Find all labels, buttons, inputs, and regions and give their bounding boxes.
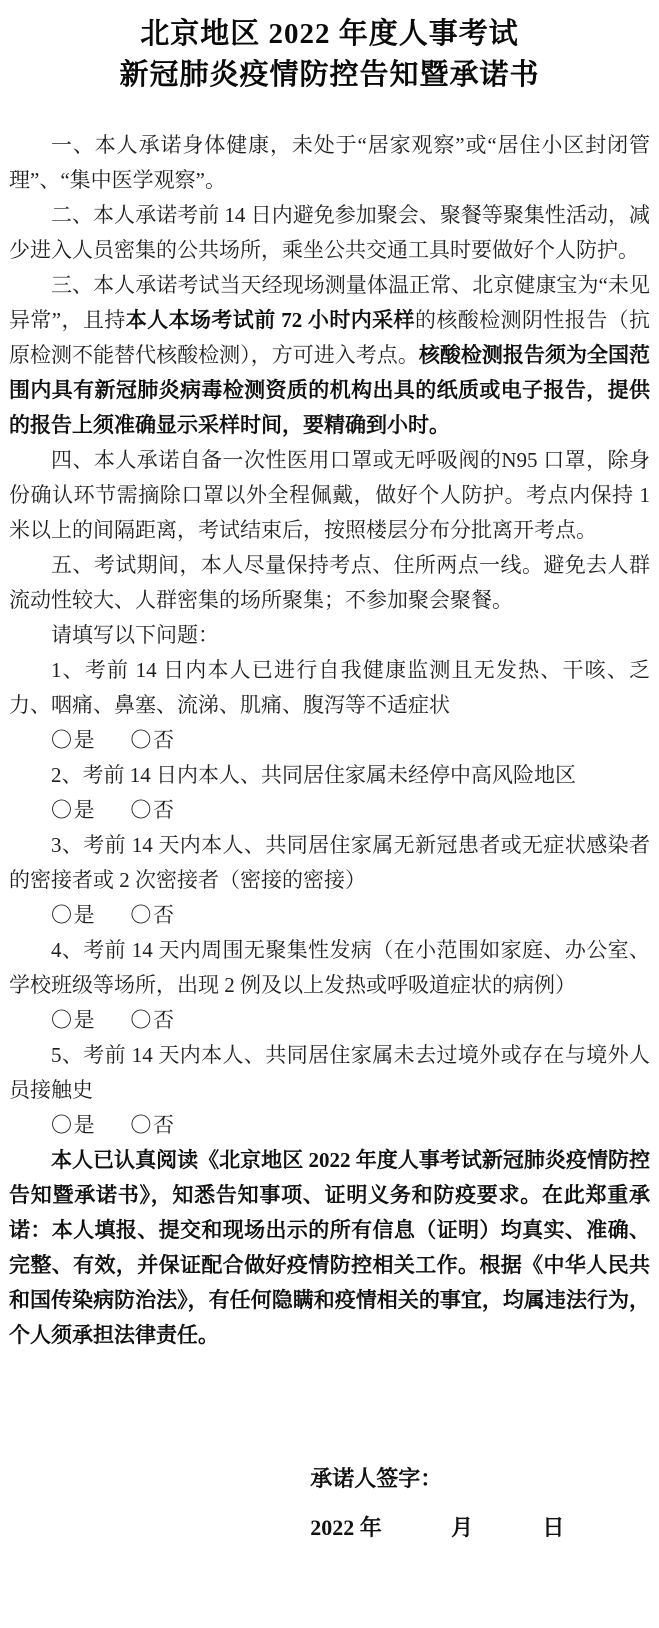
radio-circle-icon[interactable]: 〇 — [130, 903, 152, 927]
radio-circle-icon[interactable]: 〇 — [130, 1008, 152, 1032]
option-yes-q3[interactable] — [51, 898, 95, 933]
option-no-label: 否 — [153, 798, 175, 822]
question-options-1 — [9, 723, 650, 758]
paragraph-text: 请填写以下问题： — [51, 623, 219, 647]
radio-circle-icon[interactable]: 〇 — [51, 1008, 72, 1032]
paragraph-text: 五、考试期间，本人尽量保持考点、住所两点一线。避免去人群流动性较大、人群密集的场所聚集；不参加聚会聚餐。 — [9, 553, 650, 612]
paragraph-section — [9, 128, 650, 653]
paragraph — [9, 443, 650, 548]
option-yes-q1[interactable] — [51, 723, 95, 758]
paragraph-text: 四、本人承诺自备一次性医用口罩或无呼吸阀的N95 口罩，除身份确认环节需摘除口罩以外全程佩戴，做好个人防护。考点内保持 1 米以上的间隔距离，考试结束后，按照楼层分布分批离开考点。 — [9, 448, 650, 542]
option-yes-label: 是 — [73, 903, 95, 927]
paragraph — [9, 268, 650, 443]
question-options-3 — [9, 898, 650, 933]
radio-circle-icon[interactable]: 〇 — [51, 798, 72, 822]
option-no-q4[interactable] — [130, 1003, 174, 1038]
signature-year: 2022 年 — [310, 1515, 382, 1540]
question-section — [9, 653, 650, 1143]
option-no-label: 否 — [153, 1113, 175, 1137]
radio-circle-icon[interactable]: 〇 — [130, 1113, 152, 1137]
option-yes-label: 是 — [73, 1008, 95, 1032]
document-title — [9, 14, 650, 96]
title-line-1: 北京地区 2022 年度人事考试 — [140, 18, 519, 50]
signature-month: 月 — [451, 1515, 474, 1540]
paragraph — [9, 198, 650, 268]
paragraph — [9, 548, 650, 618]
closing-commitment-paragraph: 本人已认真阅读《北京地区 2022 年度人事考试新冠肺炎疫情防控告知暨承诺书》，知悉告知事项、证明义务和防疫要求。在此郑重承诺：本人填报、提交和现场出示的所有信息（证明）均真实、准确、完整、有效，并保证配合做好疫情防控相关工作。根据《中华人民共和国传染病防治法》，有任何隐瞒和疫情相关的事宜，均属违法行为，个人须承担法律责任。 — [9, 1148, 650, 1347]
option-yes-label: 是 — [73, 1113, 95, 1137]
option-yes-q5[interactable] — [51, 1108, 95, 1143]
option-no-label: 否 — [153, 728, 175, 752]
radio-circle-icon[interactable]: 〇 — [51, 903, 72, 927]
option-yes-label: 是 — [73, 798, 95, 822]
radio-circle-icon[interactable]: 〇 — [130, 728, 152, 752]
title-line-2: 新冠肺炎疫情防控告知暨承诺书 — [119, 59, 540, 91]
signature-day: 日 — [542, 1515, 565, 1540]
question-text-4: 4、考前 14 天内周围无聚集性发病（在小范围如家庭、办公室、学校班级等场所，出现 2 例及以上发热或呼吸道症状的病例） — [9, 938, 650, 997]
option-no-q5[interactable] — [130, 1108, 174, 1143]
question-text-2: 2、考前 14 日内本人、共同居住家属未经停中高风险地区 — [51, 763, 576, 787]
radio-circle-icon[interactable]: 〇 — [51, 728, 72, 752]
question-text-5: 5、考前 14 天内本人、共同居住家属未去过境外或存在与境外人员接触史 — [9, 1043, 650, 1102]
paragraph-text: 三、本人承诺考试当天经现场测量体温正常、北京健康宝为“未见异常”，且持 — [9, 273, 650, 332]
paragraph-bold-text: 核酸检测报告须为全国范围内具有新冠肺炎病毒检测资质的机构出具的纸质或电子报告，提供的报告上须准确显示采样时间，要精确到小时。 — [9, 343, 651, 437]
option-yes-label: 是 — [73, 728, 95, 752]
option-yes-q4[interactable] — [51, 1003, 95, 1038]
option-no-q2[interactable] — [130, 793, 174, 828]
signature-block — [9, 1461, 650, 1545]
question-options-2 — [9, 793, 650, 828]
option-no-q3[interactable] — [130, 898, 174, 933]
paragraph-bold-text: 本人本场考试前 72 小时内采样 — [125, 308, 415, 332]
paragraph — [9, 128, 650, 198]
radio-circle-icon[interactable]: 〇 — [130, 798, 152, 822]
signature-date-line — [310, 1510, 650, 1545]
paragraph-text: 一、本人承诺身体健康，未处于“居家观察”或“居住小区封闭管理”、“集中医学观察”。 — [9, 133, 650, 192]
question-options-5 — [9, 1108, 650, 1143]
paragraph — [9, 618, 650, 653]
paragraph-text: 的核酸检测阴性报告（抗原检测不能替代核酸检测），方可进入考点。 — [9, 308, 651, 367]
question-text-1: 1、考前 14 日内本人已进行自我健康监测且无发热、干咳、乏力、咽痛、鼻塞、流涕、肌痛、腹泻等不适症状 — [9, 658, 650, 717]
option-no-label: 否 — [153, 1008, 175, 1032]
question-text-3: 3、考前 14 天内本人、共同居住家属无新冠患者或无症状感染者的密接者或 2 次密接者（密接的密接） — [9, 833, 650, 892]
signature-label: 承诺人签字： — [310, 1466, 443, 1491]
radio-circle-icon[interactable]: 〇 — [51, 1113, 72, 1137]
option-no-label: 否 — [153, 903, 175, 927]
option-yes-q2[interactable] — [51, 793, 95, 828]
document-body — [9, 128, 650, 1353]
option-no-q1[interactable] — [130, 723, 174, 758]
paragraph-text: 二、本人承诺考前 14 日内避免参加聚会、聚餐等聚集性活动，减少进入人员密集的公共场所，乘坐公共交通工具时要做好个人防护。 — [9, 203, 650, 262]
question-options-4 — [9, 1003, 650, 1038]
